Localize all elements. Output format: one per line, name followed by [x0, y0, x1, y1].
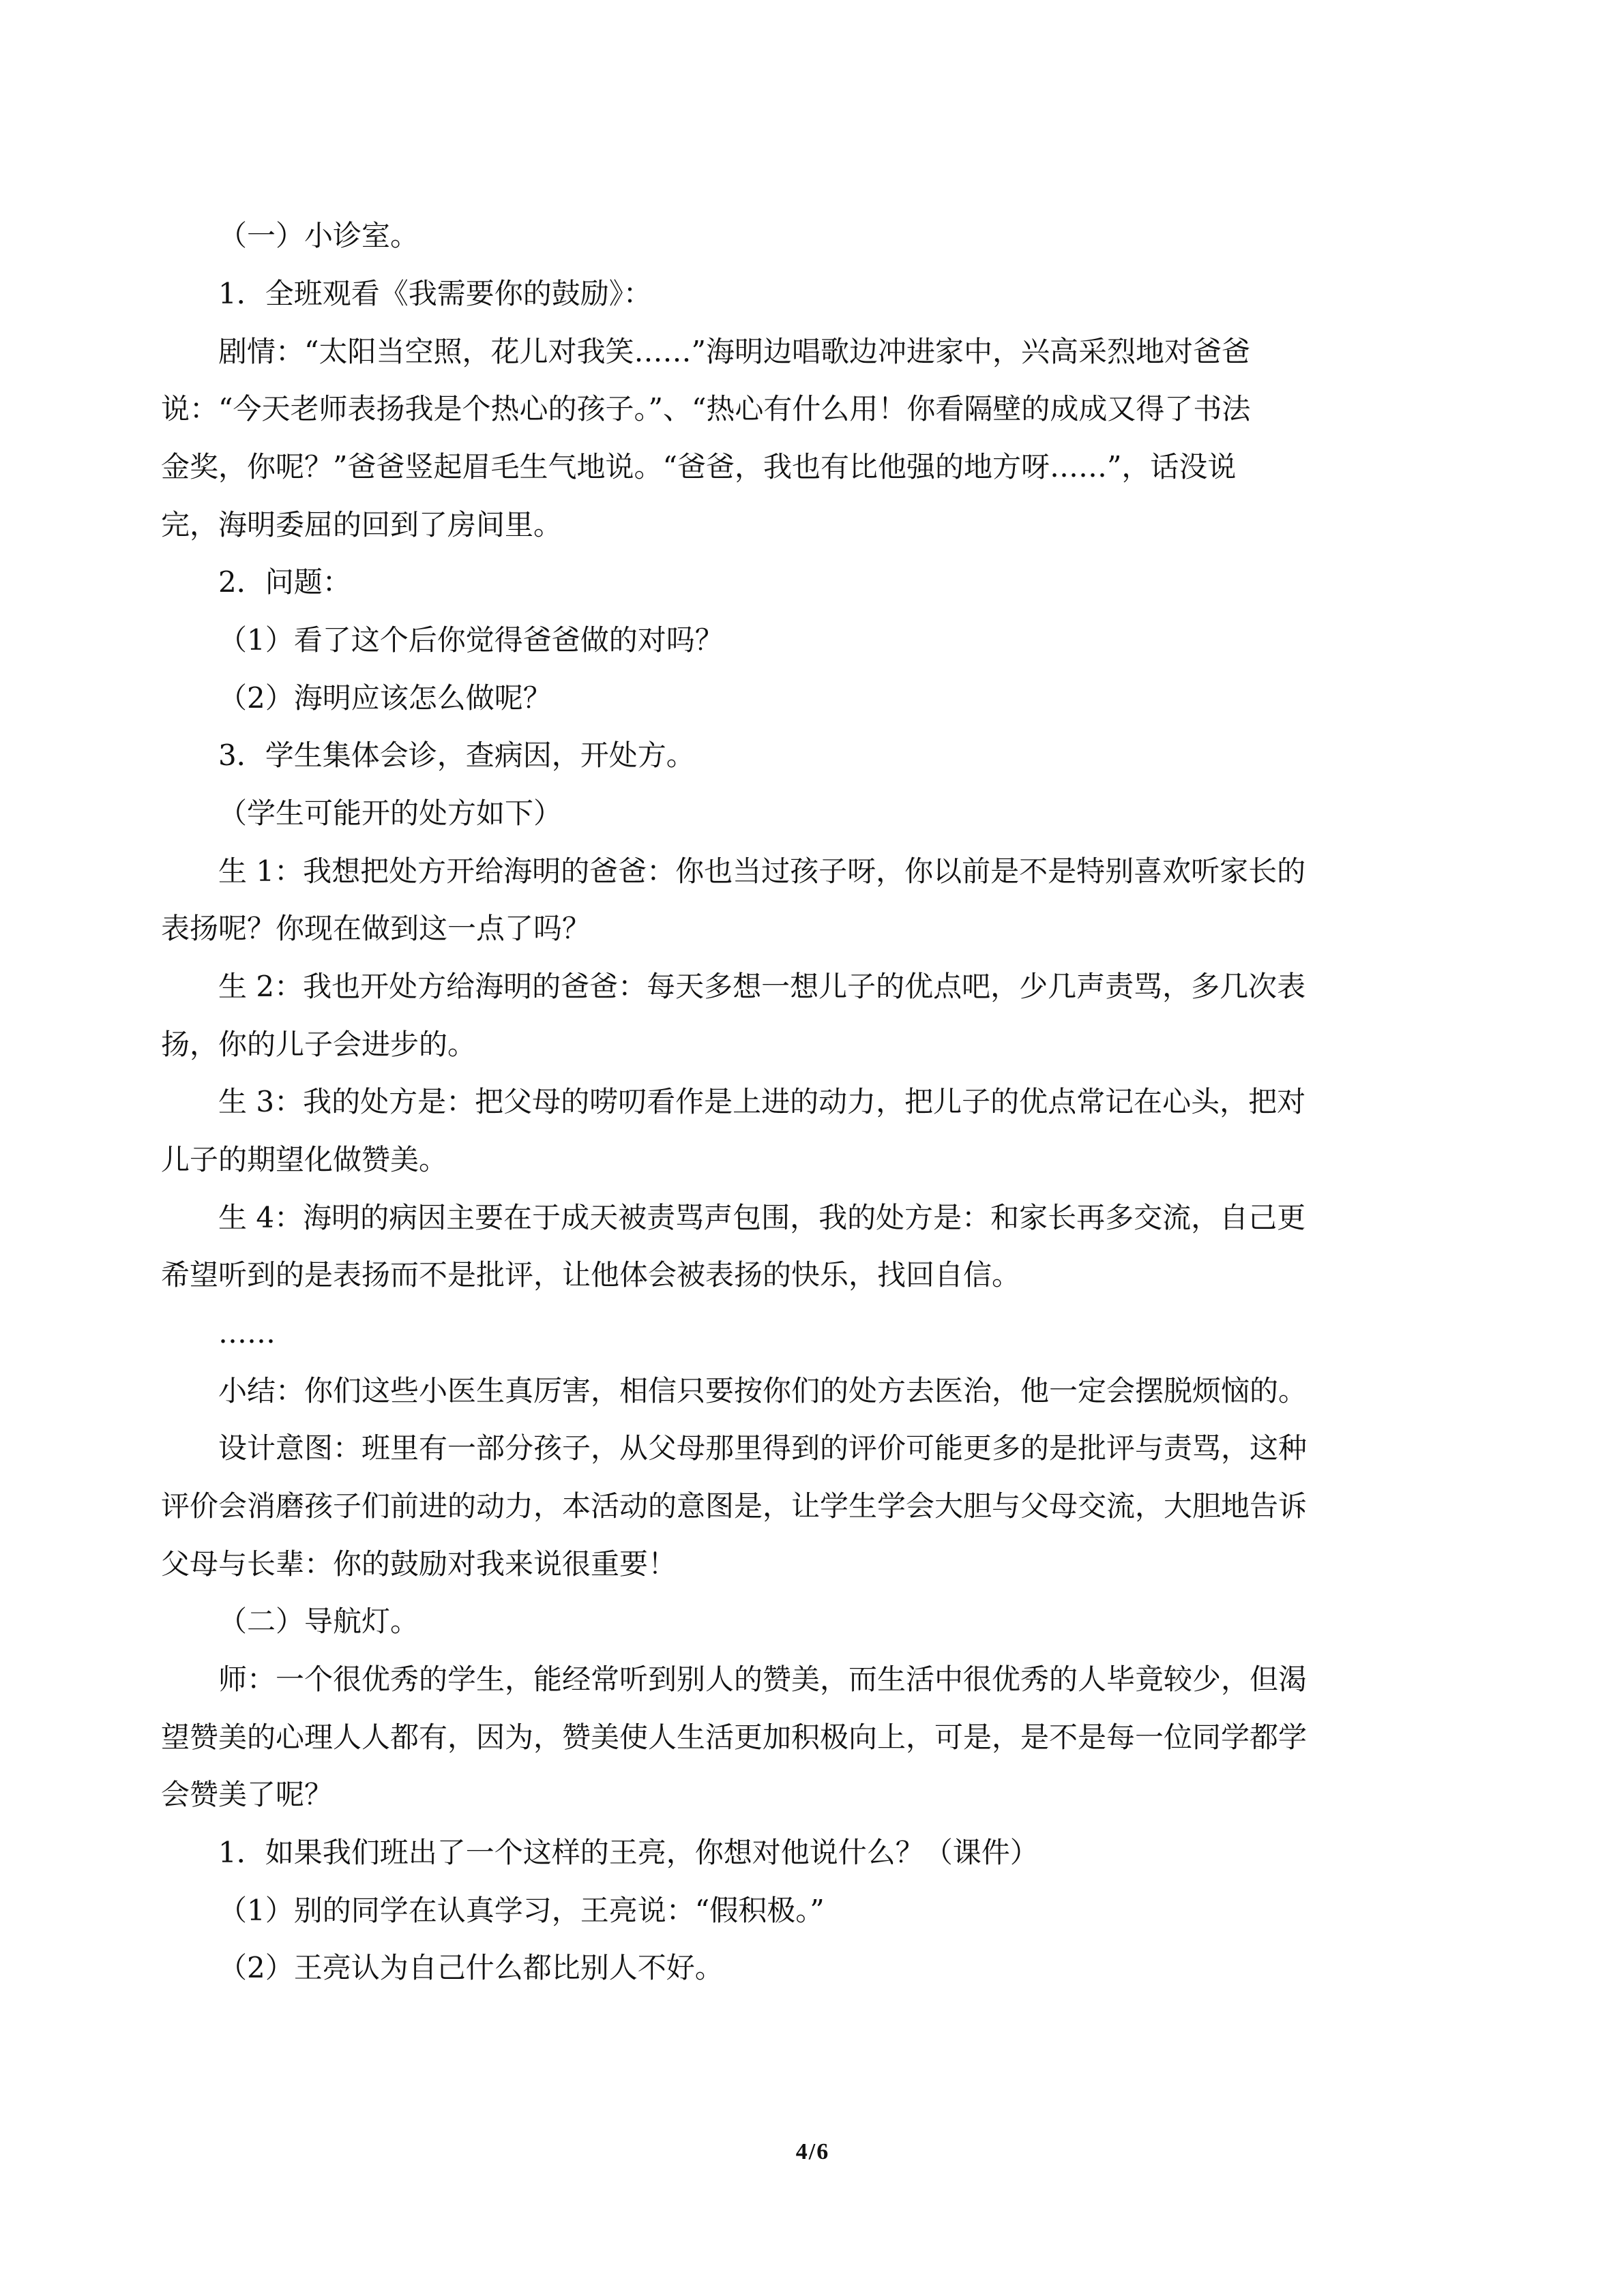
paragraph-line: 小结：你们这些小医生真厉害，相信只要按你们的处方去医治，他一定会摆脱烦恼的。 [218, 1374, 1308, 1407]
paragraph-line: 3．学生集体会诊，查病因，开处方。 [218, 739, 695, 772]
paragraph-line: 设计意图：班里有一部分孩子，从父母那里得到的评价可能更多的是批评与责骂，这种 [218, 1431, 1308, 1465]
paragraph-line: 会赞美了呢？ [161, 1778, 334, 1811]
paragraph-line: 生 3：我的处方是：把父母的唠叨看作是上进的动力，把儿子的优点常记在心头，把对 [218, 1085, 1306, 1118]
paragraph-line: 评价会消磨孩子们前进的动力，本活动的意图是，让学生学会大胆与父母交流，大胆地告诉 [161, 1489, 1308, 1523]
paragraph-line: 表扬呢？你现在做到这一点了吗？ [161, 912, 591, 945]
paragraph-line: 金奖，你呢？”爸爸竖起眉毛生气地说。“爸爸，我也有比他强的地方呀……”，话没说 [161, 450, 1237, 483]
paragraph-line: 父母与长辈：你的鼓励对我来说很重要！ [161, 1547, 677, 1581]
paragraph-line: （1）看了这个后你觉得爸爸做的对吗？ [218, 623, 724, 657]
paragraph-line: 完，海明委屈的回到了房间里。 [161, 508, 563, 541]
section-heading: （一）小诊室。 [218, 219, 419, 252]
paragraph-line: 2．问题： [218, 565, 351, 599]
paragraph-line: （学生可能开的处方如下） [218, 796, 563, 830]
paragraph-line: 儿子的期望化做赞美。 [161, 1143, 448, 1176]
paragraph-line: 希望听到的是表扬而不是批评，让他体会被表扬的快乐，找回自信。 [161, 1258, 1021, 1292]
paragraph-line: （2）海明应该怎么做呢？ [218, 681, 552, 715]
paragraph-line: 望赞美的心理人人都有，因为，赞美使人生活更加积极向上，可是，是不是每一位同学都学 [161, 1720, 1308, 1754]
paragraph-line: （1）别的同学在认真学习，王亮说：“假积极。” [218, 1894, 825, 1927]
total-pages: 6 [816, 2139, 829, 2164]
page-separator: / [808, 2139, 816, 2164]
paragraph-line: 生 1：我想把处方开给海明的爸爸：你也当过孩子呀，你以前是不是特别喜欢听家长的 [218, 854, 1306, 888]
paragraph-line: 说：“今天老师表扬我是个热心的孩子。”、“热心有什么用！你看隔壁的成成又得了书法 [161, 392, 1251, 426]
current-page: 4 [795, 2139, 808, 2164]
page-number [0, 2138, 1624, 2166]
paragraph-line: 生 2：我也开处方给海明的爸爸：每天多想一想儿子的优点吧，少几声责骂，多几次表 [218, 970, 1306, 1003]
paragraph-line: （2）王亮认为自己什么都比别人不好。 [218, 1951, 724, 1984]
paragraph-line: 1．如果我们班出了一个这样的王亮，你想对他说什么？（课件） [218, 1836, 1039, 1869]
paragraph-line: 生 4：海明的病因主要在于成天被责骂声包围，我的处方是：和家长再多交流，自己更 [218, 1201, 1306, 1234]
paragraph-line: 师：一个很优秀的学生，能经常听到别人的赞美，而生活中很优秀的人毕竟较少，但渴 [218, 1663, 1308, 1696]
section-heading: （二）导航灯。 [218, 1605, 419, 1638]
paragraph-line: 扬，你的儿子会进步的。 [161, 1028, 477, 1061]
paragraph-line: 剧情：“太阳当空照，花儿对我笑……”海明边唱歌边冲进家中，兴高采烈地对爸爸 [218, 335, 1250, 368]
ellipsis-line: …… [218, 1316, 276, 1350]
paragraph-line: 1．全班观看《我需要你的鼓励》： [218, 277, 652, 310]
